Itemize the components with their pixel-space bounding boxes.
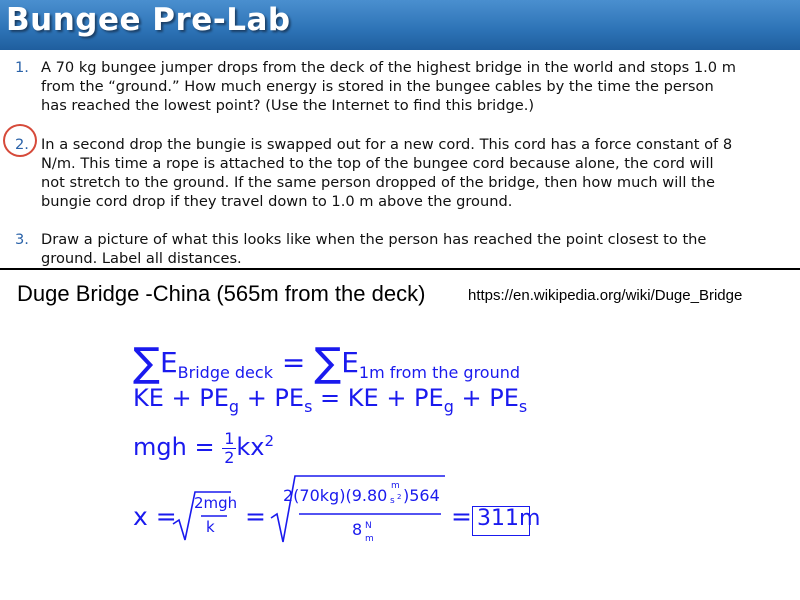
solve-x-equation: [133, 481, 613, 554]
eq3-kx: kx: [236, 433, 265, 462]
fraction-numerator-a: 2(70kg)(9.80: [283, 486, 388, 505]
eq2-term: + PE: [239, 384, 305, 412]
energy-terms-equation: [133, 384, 528, 416]
bridge-heading: Duge Bridge -China (565m from the deck): [17, 281, 426, 306]
eq2-sub: s: [518, 397, 528, 416]
energy-sum-equation: [133, 336, 521, 386]
bridge-url: https://en.wikipedia.org/wiki/Duge_Bridge: [468, 287, 743, 304]
equals-sign: =: [281, 346, 306, 379]
fraction-denominator: 8: [352, 520, 363, 539]
fraction-denominator: k: [206, 518, 215, 536]
fraction-denominator: 2: [224, 447, 235, 467]
unit-numerator: N: [365, 521, 372, 531]
sigma-symbol: ∑: [133, 340, 160, 386]
eq2-term: + PE: [453, 384, 519, 412]
page-title: Bungee Pre-Lab: [6, 2, 291, 38]
title-bar: [0, 0, 800, 50]
energy-symbol: E: [341, 346, 359, 379]
equals-sign: =: [245, 502, 266, 531]
question-2-highlight-circle: [3, 124, 37, 157]
fraction-numerator: 1: [224, 429, 235, 448]
equals-sign: =: [186, 433, 223, 462]
mgh-equation: [133, 430, 274, 466]
exponent: 2: [264, 432, 275, 451]
question-text: A 70 kg bungee jumper drops from the deck of the highest bridge in the world and stops 1.0 m from the “ground.” How much energy is stored in the bungee cables by the time the person has reached the lowest point? (Use the Internet to find this bridge.): [41, 59, 736, 114]
eq2-sub: s: [304, 397, 313, 416]
question-number: 1.: [15, 59, 29, 76]
unit-exponent: 2: [397, 493, 402, 501]
energy-symbol: E: [159, 346, 178, 379]
fraction-numerator-b: )564: [403, 486, 440, 505]
eq2-term: = KE + PE: [312, 384, 444, 412]
question-number: 2.: [15, 136, 29, 153]
sigma-symbol: ∑: [314, 340, 342, 386]
eq3-lhs: mgh: [133, 433, 187, 462]
question-number: 3.: [15, 231, 29, 248]
unit-numerator: m: [391, 481, 400, 491]
final-answer: 311m: [477, 506, 541, 531]
x-equals: x =: [133, 502, 177, 531]
question-text: In a second drop the bungie is swapped out for a new cord. This cord has a force constant of 8 N/m. This time a rope is attached to the top of the bungee cord because alone, the cord will not stretch to the ground. If the same person dropped of the bridge, then how much will the bungie cord drop if they travel down to 1.0 m above the ground.: [41, 136, 733, 210]
equals-sign: =: [451, 502, 472, 531]
unit-denominator: m: [365, 534, 374, 544]
left-subscript: Bridge deck: [177, 363, 273, 382]
eq2-sub: g: [443, 397, 454, 416]
eq2-term: KE + PE: [133, 384, 229, 412]
one-half-fraction: [222, 430, 236, 466]
fraction-numerator: 2mgh: [194, 494, 238, 512]
section-divider: [0, 268, 800, 270]
eq2-sub: g: [228, 397, 240, 416]
question-text: Draw a picture of what this looks like when the person has reached the point closest to the ground. Label all distances.: [41, 231, 707, 267]
unit-denominator: s: [390, 496, 395, 506]
right-subscript: 1m from the ground: [358, 363, 521, 382]
answer-box: [472, 506, 530, 536]
